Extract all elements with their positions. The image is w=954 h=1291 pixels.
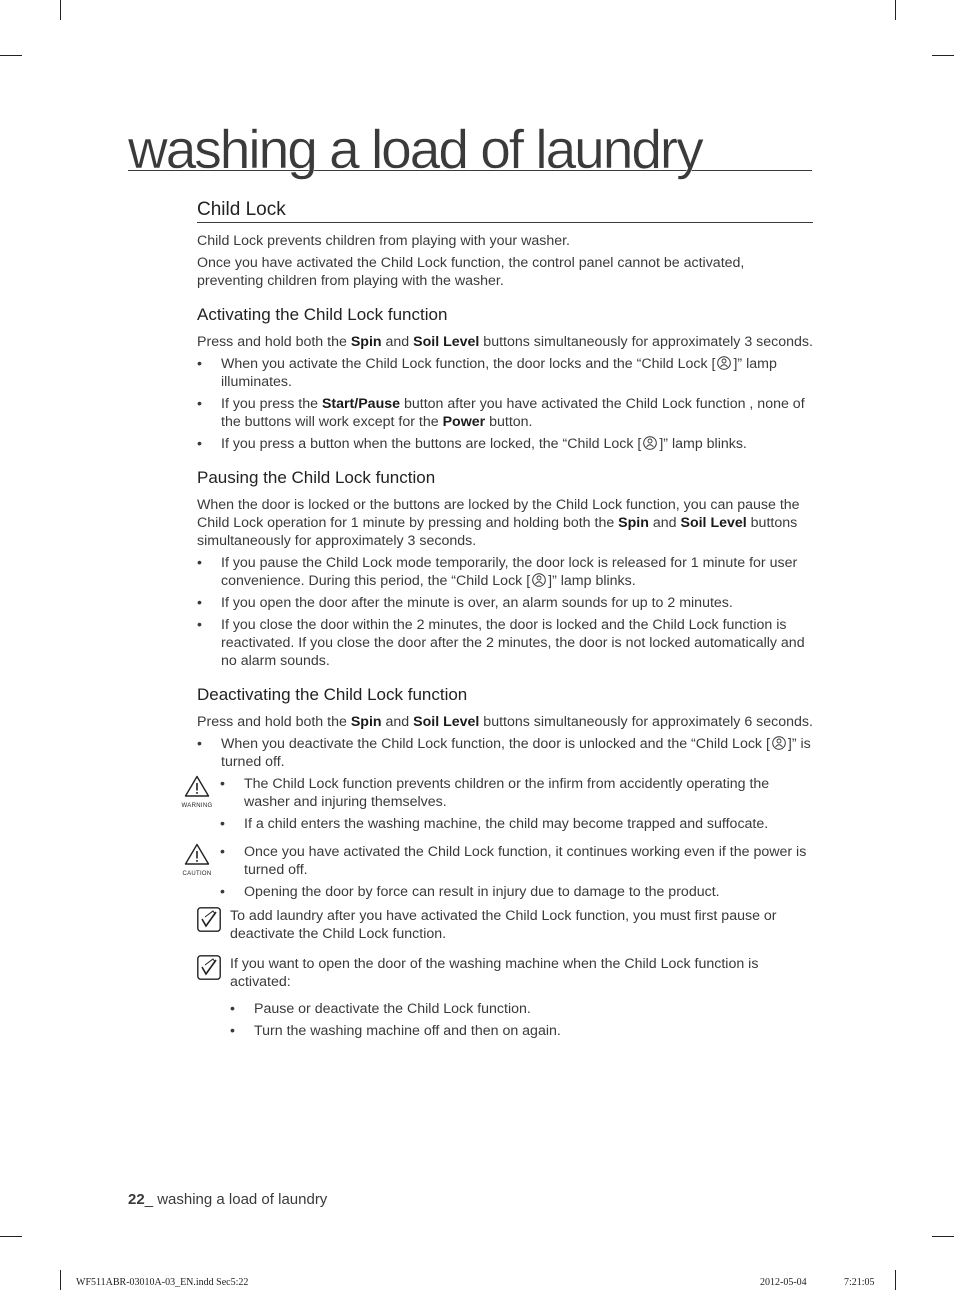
crop-mark	[895, 0, 896, 20]
list-item: • Opening the door by force can result in injury due to damage to the product.	[220, 884, 720, 900]
child-lock-icon	[532, 573, 546, 587]
intro-paragraph: Once you have activated the Child Lock function, the control panel cannot be activated, preventing children from playing with the washer.	[197, 255, 745, 289]
note-block	[197, 955, 813, 1040]
page-number: 22	[128, 1191, 145, 1208]
slug-time: 7:21:05	[844, 1277, 875, 1288]
crop-mark	[932, 1236, 954, 1237]
note-icon	[197, 907, 221, 932]
crop-mark	[895, 1270, 896, 1290]
list-item: • When you deactivate the Child Lock function, the door is unlocked and the “Child Lock [ ]” is turned off.	[197, 736, 811, 770]
slug-file: WF511ABR-03010A-03_EN.indd Sec5:22	[76, 1277, 249, 1288]
pausing-list	[197, 554, 813, 670]
list-item: • If you close the door within the 2 minutes, the door is locked and the Child Lock function is reactivated. If you close the door after the 2 minutes, the door is not locked automatically and no alarm sounds.	[197, 617, 805, 669]
list-item: • Once you have activated the Child Lock function, it continues working even if the power is turned off.	[220, 844, 807, 878]
note-icon	[197, 955, 221, 980]
activating-title: Activating the Child Lock function	[197, 305, 448, 324]
note-text: If you want to open the door of the washing machine when the Child Lock function is activated:	[230, 956, 759, 990]
note-text: To add laundry after you have activated the Child Lock function, you must first pause or deactivate the Child Lock function.	[230, 908, 777, 942]
deactivating-list	[197, 735, 813, 771]
list-item: • Pause or deactivate the Child Lock function.	[230, 1001, 531, 1017]
list-item: • If you open the door after the minute is over, an alarm sounds for up to 2 minutes.	[197, 595, 733, 611]
footer-label: _ washing a load of laundry	[144, 1191, 328, 1208]
list-item: • If a child enters the washing machine, the child may become trapped and suffocate.	[220, 816, 769, 832]
crop-mark	[0, 1236, 22, 1237]
list-item: • If you press the Start/Pause button after you have activated the Child Lock function , none of the buttons will work except for the Power button.	[197, 396, 805, 430]
list-item: • If you pause the Child Lock mode temporarily, the door lock is released for 1 minute for user convenience. During this period, the “Child Lock [ ]” lamp blinks.	[197, 555, 798, 589]
child-lock-icon	[717, 356, 731, 370]
caution-label: CAUTION	[182, 871, 212, 877]
crop-mark	[932, 55, 954, 56]
list-item: • Turn the washing machine off and then on again.	[230, 1023, 561, 1039]
warning-label: WARNING	[181, 803, 213, 809]
intro-paragraph: Child Lock prevents children from playing with your washer.	[197, 233, 570, 249]
child-lock-icon	[643, 436, 657, 450]
deactivating-title: Deactivating the Child Lock function	[197, 685, 468, 704]
crop-mark	[0, 55, 22, 56]
warning-icon	[177, 775, 217, 810]
warning-block	[181, 775, 813, 833]
page-title: washing a load of laundry	[128, 118, 812, 171]
list-item: • When you activate the Child Lock function, the door locks and the “Child Lock [ ]” lamp illuminates.	[197, 356, 777, 390]
crop-mark	[60, 1270, 61, 1290]
slug-date: 2012-05-04	[760, 1277, 807, 1288]
caution-block	[182, 843, 813, 901]
pausing-paragraph: When the door is locked or the buttons are locked by the Child Lock function, you can pause the Child Lock operation for 1 minute by pressing and holding both the Spin and Soil Level buttons simultaneously for approximately 3 seconds.	[197, 497, 800, 549]
deactivating-paragraph: Press and hold both the Spin and Soil Level buttons simultaneously for approximately 6 seconds.	[197, 714, 813, 730]
main-content	[181, 198, 813, 1044]
child-lock-icon	[772, 736, 786, 750]
activating-paragraph: Press and hold both the Spin and Soil Level buttons simultaneously for approximately 3 seconds.	[197, 334, 813, 350]
list-item: • If you press a button when the buttons are locked, the “Child Lock [ ]” lamp blinks.	[197, 436, 747, 452]
page-footer	[128, 1191, 327, 1208]
caution-icon	[177, 843, 217, 878]
note-block	[197, 907, 813, 943]
crop-mark	[60, 0, 61, 20]
pausing-title: Pausing the Child Lock function	[197, 468, 436, 487]
activating-list	[197, 355, 813, 453]
section-title: Child Lock	[197, 198, 813, 223]
list-item: • The Child Lock function prevents children or the infirm from accidently operating the washer and injuring themselves.	[220, 776, 770, 810]
